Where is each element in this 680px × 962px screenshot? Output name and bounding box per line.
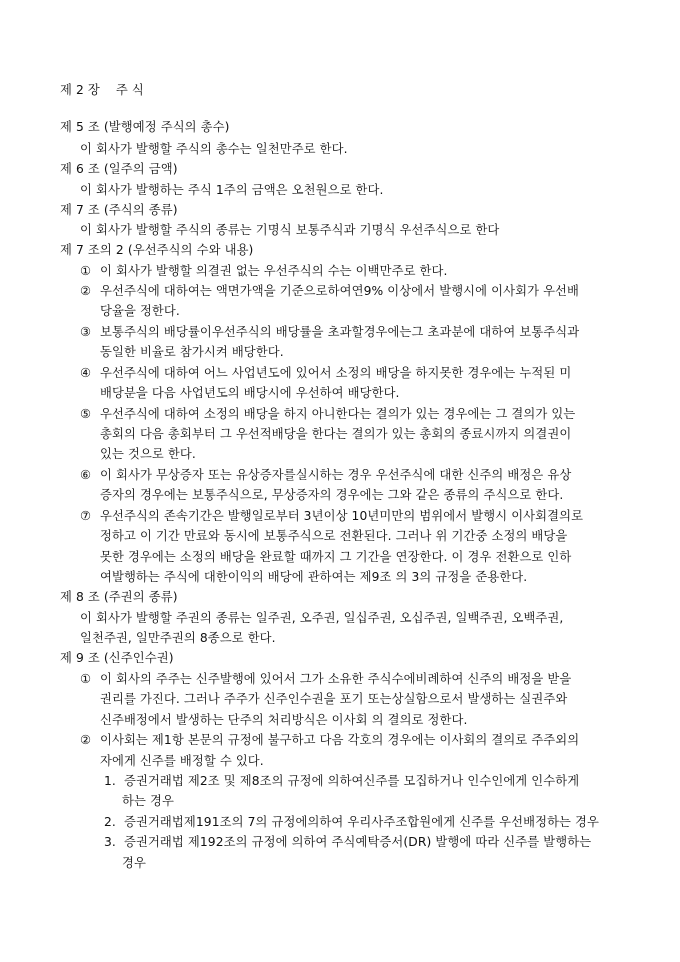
sub-item bbox=[104, 772, 579, 790]
line-text: 우선주식에 대하여 어느 사업년도에 있어서 소정의 배당을 하지못한 경우에는 누적된 미 bbox=[100, 366, 572, 380]
clause-continuation bbox=[100, 568, 527, 586]
clause-continuation bbox=[100, 752, 264, 770]
article-heading bbox=[60, 201, 178, 219]
clause-item bbox=[80, 405, 575, 423]
line-text: 이 회사가 발행할 의결권 없는 우선주식의 수는 이백만주로 한다. bbox=[100, 264, 448, 278]
clause-continuation bbox=[100, 425, 571, 443]
clause-continuation bbox=[100, 486, 563, 504]
line-text: 자에게 신주를 배정할 수 있다. bbox=[100, 754, 264, 768]
clause-item bbox=[80, 262, 448, 280]
item-number: 2. bbox=[104, 815, 116, 829]
article-text bbox=[80, 181, 384, 199]
line-text: 있는 것으로 한다. bbox=[100, 447, 196, 461]
line-text: 증권거래법제191조의 7의 규정에의하여 우리사주조합원에게 신주를 우선배정하는 경우 bbox=[124, 815, 600, 829]
item-number: ⑦ bbox=[80, 509, 92, 523]
sub-item-continuation bbox=[122, 854, 146, 872]
item-number: ③ bbox=[80, 325, 92, 339]
item-number: ② bbox=[80, 284, 92, 298]
article-text bbox=[80, 221, 499, 239]
item-number: 1. bbox=[104, 774, 116, 788]
article-heading bbox=[60, 118, 230, 136]
item-number: ⑤ bbox=[80, 407, 92, 421]
sub-item bbox=[104, 833, 591, 851]
line-text: 증자의 경우에는 보통주식으로, 무상증자의 경우에는 그와 같은 종류의 주식으로 한다. bbox=[100, 488, 564, 502]
line-text: 여발행하는 주식에 대한이익의 배당에 관하여는 제9조 의 3의 규정을 준용한다. bbox=[100, 570, 528, 584]
line-text: 하는 경우 bbox=[122, 794, 174, 808]
clause-item bbox=[80, 731, 579, 749]
line-text: 우선주식에 대하여 소정의 배당을 하지 아니한다는 결의가 있는 경우에는 그 결의가 있는 bbox=[100, 407, 576, 421]
clause-continuation bbox=[100, 445, 196, 463]
clause-item bbox=[80, 323, 579, 341]
article-text bbox=[80, 140, 348, 158]
clause-item bbox=[80, 466, 571, 484]
chapter-heading: 제 2 장 주 식 bbox=[60, 83, 144, 97]
article-heading bbox=[60, 241, 253, 259]
article-heading bbox=[60, 588, 178, 606]
clause-continuation bbox=[100, 302, 180, 320]
clause-item bbox=[80, 507, 583, 525]
line-text: 못한 경우에는 소정의 배당을 완료할 때까지 그 기간을 연장한다. 이 경우 전환으로 인하 bbox=[100, 550, 572, 564]
article-heading bbox=[60, 649, 174, 667]
item-number: ① bbox=[80, 672, 92, 686]
item-number: ① bbox=[80, 264, 92, 278]
clause-item bbox=[80, 364, 571, 382]
line-text: 우선주식에 대하여는 액면가액을 기준으로하여연9% 이상에서 발행시에 이사회가 우선배 bbox=[100, 284, 580, 298]
sub-item-continuation bbox=[122, 792, 174, 810]
article-heading bbox=[60, 160, 178, 178]
line-text: 배당분을 다음 사업년도의 배당시에 우선하여 배당한다. bbox=[100, 386, 400, 400]
line-text: 당율을 정한다. bbox=[100, 304, 180, 318]
line-text: 우선주식의 존속기간은 발행일로부터 3년이상 10년미만의 범위에서 발행시 이사회결의로 bbox=[100, 509, 584, 523]
article-text bbox=[80, 609, 563, 627]
line-text: 경우 bbox=[122, 856, 146, 870]
line-text: 이 회사가 무상증자 또는 유상증자를실시하는 경우 우선주식에 대한 신주의 배정은 유상 bbox=[100, 468, 572, 482]
line-text: 이 회사의 주주는 신주발행에 있어서 그가 소유한 주식수에비례하여 신주의 배정을 받을 bbox=[100, 672, 572, 686]
clause-continuation bbox=[100, 384, 400, 402]
line-text: 제 5 조 (발행예정 주식의 총수) bbox=[60, 120, 230, 134]
clause-continuation bbox=[100, 343, 284, 361]
line-text: 이 회사가 발행하는 주식 1주의 금액은 오천원으로 한다. bbox=[80, 183, 384, 197]
article-text bbox=[80, 629, 276, 647]
line-text: 이 회사가 발행할 주식의 총수는 일천만주로 한다. bbox=[80, 142, 348, 156]
item-number: ② bbox=[80, 733, 92, 747]
line-text: 이사회는 제1항 본문의 규정에 불구하고 다음 각호의 경우에는 이사회의 결의로 주주외의 bbox=[100, 733, 580, 747]
line-text: 증권거래법 제2조 및 제8조의 규정에 의하여신주를 모집하거나 인수인에게 인수하게 bbox=[124, 774, 580, 788]
item-number: ⑥ bbox=[80, 468, 92, 482]
line-text: 제 7 조의 2 (우선주식의 수와 내용) bbox=[60, 243, 254, 257]
line-text: 제 6 조 (일주의 금액) bbox=[60, 162, 178, 176]
line-text: 총회의 다음 총회부터 그 우선적배당을 한다는 결의가 있는 총회의 종료시까지 의결권이 bbox=[100, 427, 572, 441]
item-number: ④ bbox=[80, 366, 92, 380]
clause-continuation bbox=[100, 711, 467, 729]
line-text: 이 회사가 발행할 주식의 종류는 기명식 보통주식과 기명식 우선주식으로 한다 bbox=[80, 223, 500, 237]
clause-continuation bbox=[100, 548, 571, 566]
line-text: 일천주권, 일만주권의 8종으로 한다. bbox=[80, 631, 276, 645]
line-text: 보통주식의 배당률이우선주식의 배당률을 초과할경우에는그 초과분에 대하여 보통주식과 bbox=[100, 325, 580, 339]
line-text: 권리를 가진다. 그러나 주주가 신주인수권을 포기 또는상실함으로서 발생하는 실권주와 bbox=[100, 692, 568, 706]
clause-continuation bbox=[100, 527, 567, 545]
clause-continuation bbox=[100, 690, 567, 708]
line-text: 증권거래법 제192조의 규정에 의하여 주식예탁증서(DR) 발행에 따라 신주를 발행하는 bbox=[124, 835, 592, 849]
clause-item bbox=[80, 670, 571, 688]
line-text: 신주배정에서 발생하는 단주의 처리방식은 이사회 의 결의로 정한다. bbox=[100, 713, 468, 727]
line-text: 이 회사가 발행할 주권의 종류는 일주권, 오주권, 일십주권, 오십주권, 일백주권, 오백주권, bbox=[80, 611, 564, 625]
line-text: 제 8 조 (주권의 종류) bbox=[60, 590, 178, 604]
line-text: 제 7 조 (주식의 종류) bbox=[60, 203, 178, 217]
line-text: 제 9 조 (신주인수권) bbox=[60, 651, 174, 665]
clause-item bbox=[80, 282, 579, 300]
sub-item bbox=[104, 813, 599, 831]
line-text: 정하고 이 기간 만료와 동시에 보통주식으로 전환된다. 그러나 위 기간중 소정의 배당을 bbox=[100, 529, 568, 543]
line-text: 동일한 비율로 참가시켜 배당한다. bbox=[100, 345, 284, 359]
item-number: 3. bbox=[104, 835, 116, 849]
